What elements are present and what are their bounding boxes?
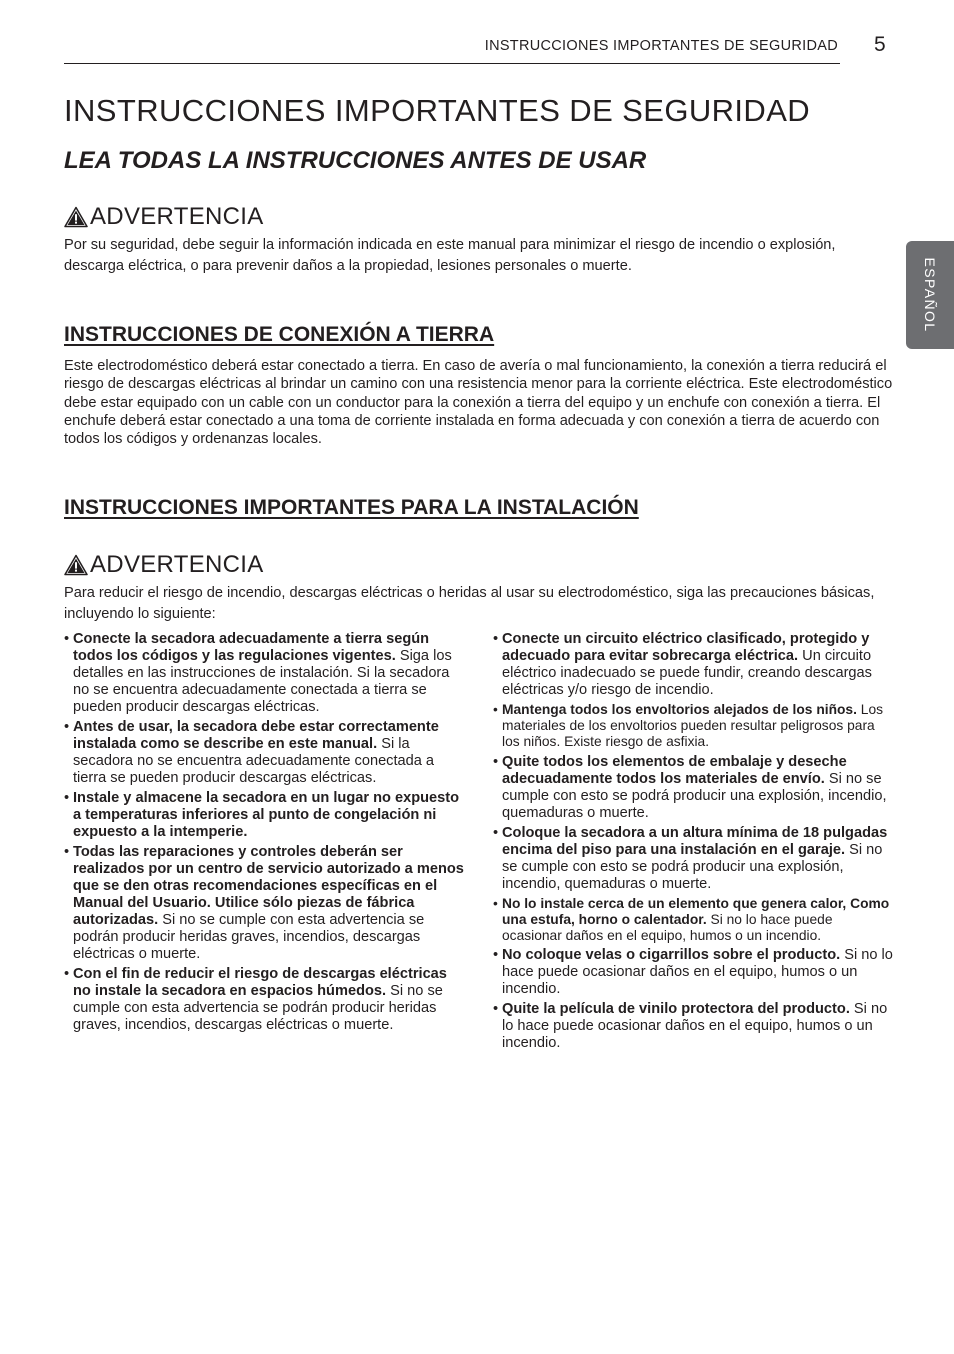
list-item xyxy=(64,631,464,716)
item-bold-text: Conecte un circuito eléctrico clasificado, protegido y adecuado para evitar sobrecarga eléctrica. xyxy=(502,631,870,664)
page-subtitle: LEA TODAS LA INSTRUCCIONES ANTES DE USAR xyxy=(64,147,647,174)
warning-label-2: ADVERTENCIA xyxy=(90,551,264,578)
item-bold-text: Conecte la secadora adecuadamente a tierra según todos los códigos y las regulaciones vigentes. xyxy=(73,631,430,664)
header-rule xyxy=(64,63,840,64)
item-text: Si no lo hace puede ocasionar daños en el equipo, humos o un incendio. xyxy=(502,911,833,943)
item-bold-text: Mantenga todos los envoltorios alejados de los niños. xyxy=(502,702,857,718)
precautions-left-column xyxy=(64,631,464,1037)
running-header: INSTRUCCIONES IMPORTANTES DE SEGURIDAD xyxy=(484,38,838,54)
item-bold-text: No lo instale cerca de un elemento que genera calor, Como una estufa, horno o calentador. xyxy=(502,895,890,927)
list-item xyxy=(64,719,464,787)
warning-triangle-icon xyxy=(64,206,88,228)
item-text: Si no lo hace puede ocasionar daños en el equipo, humos o un incendio. xyxy=(502,1001,888,1052)
item-text: Si la secadora no se encuentra adecuadamente conectada a tierra se pueden producir descargas eléctricas. xyxy=(73,736,435,787)
item-bold-text: Instale y almacene la secadora en un lugar no expuesto a temperaturas inferiores al punto de congelación ni expuesto a la intemperie. xyxy=(73,790,460,841)
page-title: INSTRUCCIONES IMPORTANTES DE SEGURIDAD xyxy=(64,93,811,128)
list-item xyxy=(493,896,893,944)
list-item xyxy=(64,966,464,1034)
item-bold-text: Todas las reparaciones y controles deberán ser realizados por un centro de servicio autorizado a menos que se den otras recomendaciones específicas en el Manual del Usuario. Utilice sólo piezas de fábrica autorizadas. xyxy=(73,844,464,929)
side-tab-label: ESPAÑOL xyxy=(922,257,938,333)
list-item xyxy=(64,844,464,963)
item-bold-text: No coloque velas o cigarrillos sobre el producto. xyxy=(502,947,841,964)
item-text: Si no se cumple con esto se podrá producir una explosión, incendio, quemaduras o muerte. xyxy=(502,770,887,821)
item-bold-text: Coloque la secadora a un altura mínima de 18 pulgadas encima del piso para una instalación en el garaje. xyxy=(502,824,888,858)
item-bold-text: Quite la película de vinilo protectora del producto. xyxy=(502,1001,850,1018)
warning-label-1: ADVERTENCIA xyxy=(90,203,264,230)
item-text: Si no se cumple con esto se podrá producir una explosión, incendio, quemaduras o muerte. xyxy=(502,841,883,892)
item-text: Si no se cumple con esta advertencia se podrán producir heridas graves, incendios, descargas eléctricas o muerte. xyxy=(73,912,425,963)
item-text: Un circuito eléctrico inadecuado se puede fundir, creando descargas eléctricas y/o riesgo de incendio. xyxy=(502,648,872,698)
list-item xyxy=(493,947,893,998)
grounding-heading: INSTRUCCIONES DE CONEXIÓN A TIERRA xyxy=(64,323,495,346)
installation-heading: INSTRUCCIONES IMPORTANTES PARA LA INSTALACIÓN xyxy=(64,496,639,519)
grounding-text: Este electrodoméstico deberá estar conectado a tierra. En caso de avería o mal funcionamiento, la conexión a tierra reducirá el riesgo de descargas eléctricas al brindar un camino con una resistencia menor para la corriente eléctrica. Este electrodoméstico debe estar equipado con un cable con un conductor para la conexión a tierra del equipo y un enchufe con conexión a tierra. El enchufe deberá estar conectado a una toma de corriente instalada en forma adecuada y con conexión a tierra de acuerdo con todos los códigos y ordenanzas locales. xyxy=(64,358,893,448)
item-bold-text: Con el fin de reducir el riesgo de descargas eléctricas no instale la secadora en espacios húmedos. xyxy=(73,966,447,1000)
installation-intro: Para reducir el riesgo de incendio, descargas eléctricas o heridas al usar su electrodoméstico, siga las precauciones básicas, incluyendo lo siguiente: xyxy=(64,585,875,622)
language-side-tab xyxy=(906,241,954,349)
page-number: 5 xyxy=(874,33,886,56)
warning-text-1: Por su seguridad, debe seguir la información indicada en este manual para minimizar el riesgo de incendio o explosión, descarga eléctrica, o para prevenir daños a la propiedad, lesiones personales o muerte. xyxy=(64,237,836,274)
list-item xyxy=(493,754,893,822)
precautions-right-column xyxy=(493,631,893,1055)
item-text: Los materiales de los envoltorios pueden resultar peligrosos para los niños. Existe riesgo de asfixia. xyxy=(502,702,884,750)
item-text: Si no lo hace puede ocasionar daños en el equipo, humos o un incendio. xyxy=(502,947,893,998)
item-text: Siga los detalles en las instrucciones de instalación. Si la secadora no se encuentra adecuadamente conectada a tierra se pueden producir descargas eléctricas. xyxy=(73,648,452,715)
list-item xyxy=(64,790,464,841)
list-item xyxy=(493,631,893,699)
item-text: Si no se cumple con esta advertencia se podrán producir heridas graves, incendios, descargas eléctricas o muerte. xyxy=(73,983,443,1034)
item-bold-text: Quite todos los elementos de embalaje y deseche adecuadamente todos los materiales de envío. xyxy=(502,753,847,787)
list-item xyxy=(493,702,893,750)
list-item xyxy=(493,1001,893,1052)
warning-heading-1 xyxy=(64,202,264,232)
item-bold-text: Antes de usar, la secadora debe estar correctamente instalada como se describe en este manual. xyxy=(73,719,439,753)
list-item xyxy=(493,825,893,893)
warning-triangle-icon xyxy=(64,554,88,576)
warning-heading-2 xyxy=(64,550,264,580)
